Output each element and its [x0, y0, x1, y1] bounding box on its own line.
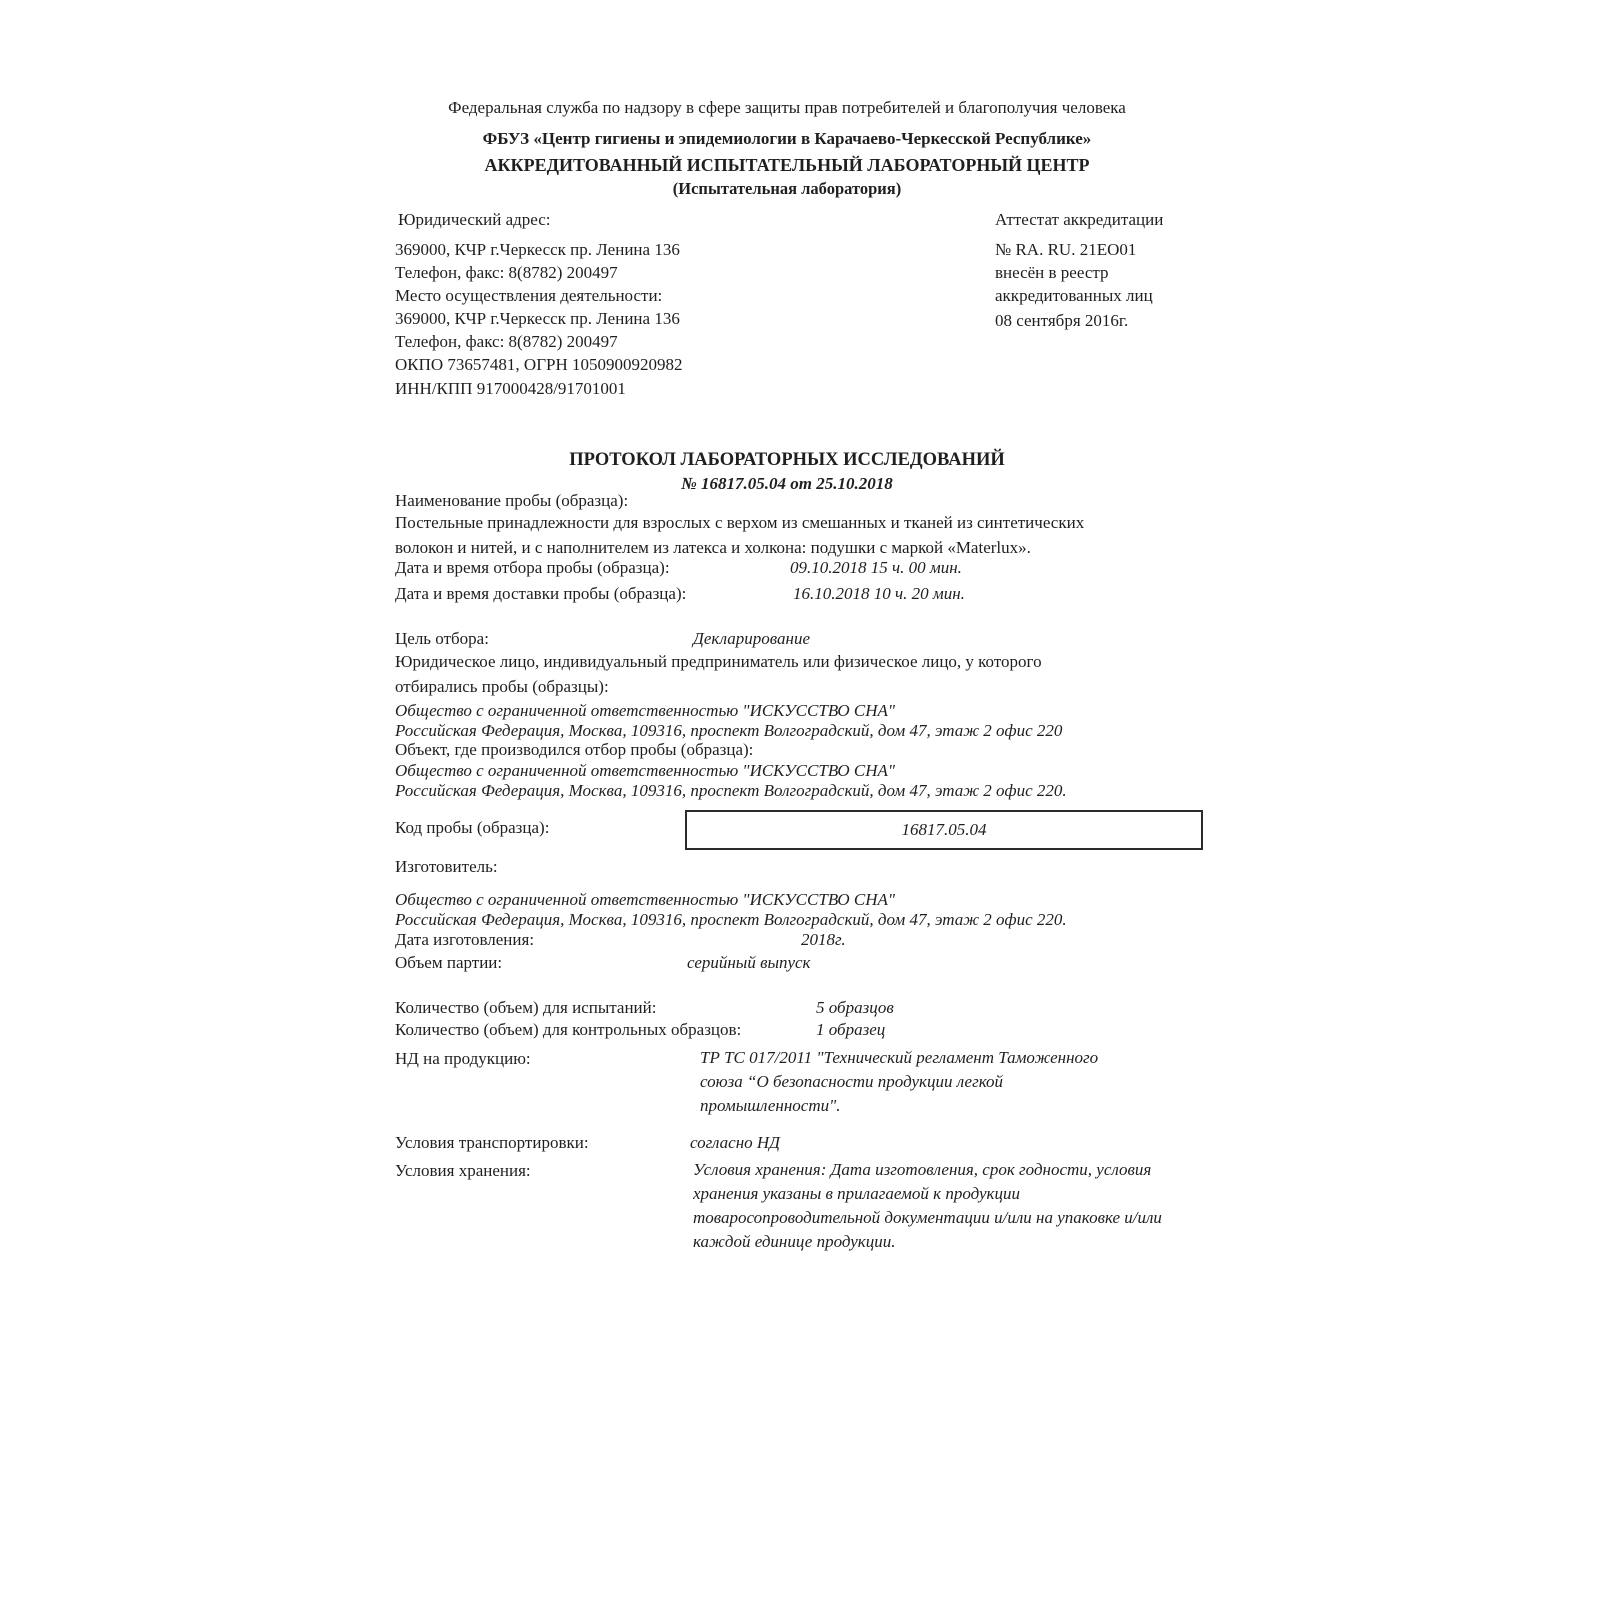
- transport-value: согласно НД: [690, 1133, 780, 1152]
- object-address: Российская Федерация, Москва, 109316, проспект Волгоградский, дом 47, этаж 2 офис 220.: [395, 781, 1067, 800]
- legal-address-label: Юридический адрес:: [398, 210, 551, 229]
- storage-label: Условия хранения:: [395, 1161, 531, 1180]
- legal-phone-line: Телефон, факс: 8(8782) 200497: [395, 263, 618, 282]
- header-lab-center: АККРЕДИТОВАННЫЙ ИСПЫТАТЕЛЬНЫЙ ЛАБОРАТОРНЫЙ ЦЕНТР: [484, 155, 1090, 175]
- inn-kpp-line: ИНН/КПП 917000428/91701001: [395, 379, 626, 398]
- okpo-ogrn-line: ОКПО 73657481, ОГРН 1050900920982: [395, 355, 683, 374]
- manufacturer-heading: Изготовитель:: [395, 857, 498, 876]
- entity-heading-line2: отбирались пробы (образцы):: [395, 677, 609, 696]
- nd-product-label: НД на продукцию:: [395, 1049, 531, 1068]
- nd-product-line3: промышленности".: [700, 1096, 841, 1115]
- sampling-datetime-value: 09.10.2018 15 ч. 00 мин.: [790, 558, 962, 577]
- activity-address-line: 369000, КЧР г.Черкесск пр. Ленина 136: [395, 309, 680, 328]
- accreditation-number: № RA. RU. 21ЕО01: [995, 240, 1137, 259]
- sample-name-line1: Постельные принадлежности для взрослых с верхом из смешанных и тканей из синтетических: [395, 513, 1085, 532]
- qty-control-row: [395, 1019, 886, 1041]
- manufacturer-name: Общество с ограниченной ответственностью "ИСКУССТВО СНА": [395, 890, 896, 909]
- sample-code-value: 16817.05.04: [901, 820, 987, 839]
- activity-place-label: Место осуществления деятельности:: [395, 286, 663, 305]
- purpose-row: [395, 628, 811, 650]
- protocol-title: ПРОТОКОЛ ЛАБОРАТОРНЫХ ИССЛЕДОВАНИЙ: [569, 450, 1005, 470]
- manufacture-date-row: [395, 929, 846, 951]
- batch-volume-row: [395, 952, 811, 974]
- entity-name: Общество с ограниченной ответственностью "ИСКУССТВО СНА": [395, 701, 896, 720]
- manufacture-date-value: 2018г.: [801, 930, 846, 949]
- nd-product-line2: союза “О безопасности продукции легкой: [700, 1072, 1004, 1091]
- qty-control-value: 1 образец: [816, 1020, 886, 1039]
- manufacture-date-label: Дата изготовления:: [395, 930, 535, 949]
- header-agency-line: Федеральная служба по надзору в сфере защиты прав потребителей и благополучия человека: [448, 98, 1126, 117]
- accreditation-registry-line2: аккредитованных лиц: [995, 286, 1153, 305]
- document-body: [395, 0, 1207, 1600]
- batch-volume-value: серийный выпуск: [687, 953, 811, 972]
- header-lab-sub: (Испытательная лаборатория): [672, 179, 902, 198]
- delivery-datetime-row: [395, 583, 965, 605]
- delivery-datetime-value: 16.10.2018 10 ч. 20 мин.: [793, 584, 965, 603]
- qty-test-label: Количество (объем) для испытаний:: [395, 998, 657, 1017]
- legal-address-line: 369000, КЧР г.Черкесск пр. Ленина 136: [395, 240, 680, 259]
- accreditation-date: 08 сентября 2016г.: [995, 311, 1129, 330]
- batch-volume-label: Объем партии:: [395, 953, 503, 972]
- object-name: Общество с ограниченной ответственностью "ИСКУССТВО СНА": [395, 761, 896, 780]
- sample-name-label: Наименование пробы (образца):: [395, 491, 629, 510]
- object-heading: Объект, где производился отбор пробы (образца):: [395, 740, 754, 759]
- sample-code-label: Код пробы (образца):: [395, 818, 550, 837]
- qty-test-row: [395, 997, 894, 1019]
- transport-label: Условия транспортировки:: [395, 1133, 589, 1152]
- sampling-datetime-row: [395, 557, 962, 579]
- header-org-name: ФБУЗ «Центр гигиены и эпидемиологии в Карачаево-Черкесской Республике»: [482, 129, 1092, 148]
- activity-phone-line: Телефон, факс: 8(8782) 200497: [395, 332, 618, 351]
- nd-product-value: [700, 1046, 1098, 1118]
- purpose-value: Декларирование: [693, 629, 811, 648]
- purpose-label: Цель отбора:: [395, 629, 489, 648]
- storage-line1: Условия хранения: Дата изготовления, срок годности, условия: [693, 1160, 1152, 1179]
- qty-control-label: Количество (объем) для контрольных образцов:: [395, 1020, 742, 1039]
- delivery-datetime-label: Дата и время доставки пробы (образца):: [395, 584, 687, 603]
- storage-line4: каждой единице продукции.: [693, 1232, 896, 1251]
- manufacturer-address: Российская Федерация, Москва, 109316, проспект Волгоградский, дом 47, этаж 2 офис 220.: [395, 910, 1067, 929]
- storage-line2: хранения указаны в прилагаемой к продукции: [693, 1184, 1020, 1203]
- storage-line3: товаросопроводительной документации и/или на упаковке и/или: [693, 1208, 1162, 1227]
- sampling-datetime-label: Дата и время отбора пробы (образца):: [395, 558, 670, 577]
- transport-row: [395, 1132, 780, 1154]
- accreditation-label: Аттестат аккредитации: [995, 210, 1164, 229]
- entity-address: Российская Федерация, Москва, 109316, проспект Волгоградский, дом 47, этаж 2 офис 220: [395, 721, 1063, 740]
- storage-value: [693, 1158, 1162, 1254]
- sample-name-line2: волокон и нитей, и с наполнителем из латекса и холкона: подушки с маркой «Materlux».: [395, 538, 1031, 557]
- sample-code-box: [685, 810, 1203, 850]
- qty-test-value: 5 образцов: [816, 998, 894, 1017]
- protocol-number: № 16817.05.04 от 25.10.2018: [681, 474, 893, 493]
- entity-heading-line1: Юридическое лицо, индивидуальный предприниматель или физическое лицо, у которого: [395, 652, 1042, 671]
- accreditation-registry-line1: внесён в реестр: [995, 263, 1109, 282]
- nd-product-line1: ТР ТС 017/2011 "Технический регламент Таможенного: [700, 1048, 1099, 1067]
